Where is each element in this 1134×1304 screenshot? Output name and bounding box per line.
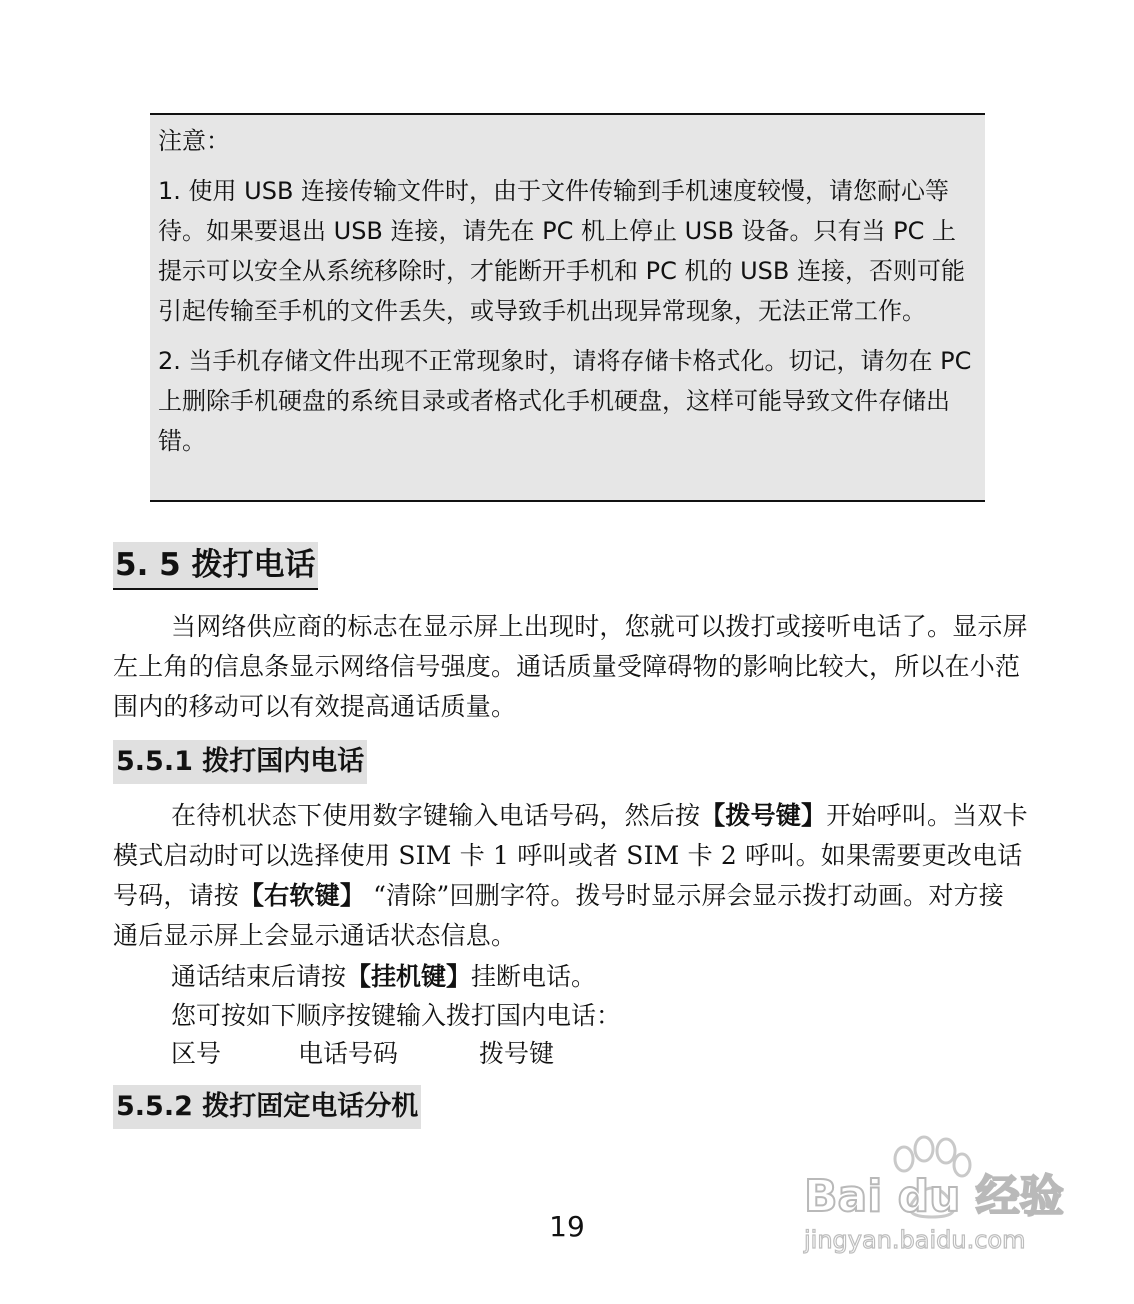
right-soft-key-label: 【右软键】	[239, 881, 366, 910]
watermark-url: jingyan.baidu.com	[804, 1226, 1026, 1254]
text-span: “清除”回删字符。拨号时显示屏会显示拨打动画。对方接通后显示屏上会显示通话状态信息。	[113, 881, 1004, 950]
text-span: 开始呼叫。当双卡模式启动时可以选择使用 SIM 卡 1 呼叫或者 SIM 卡 2 呼叫。如果需要更改电话号码，请按	[113, 801, 1028, 910]
text-span: 在待机状态下使用数字键输入电话号码，然后按	[171, 801, 701, 830]
page-number: 19	[549, 1210, 585, 1243]
section-heading-5-5-2: 5.5.2 拨打固定电话分机	[113, 1085, 421, 1129]
note-title: 注意：	[158, 127, 230, 155]
section-heading-5-5: 5. 5 拨打电话	[113, 542, 318, 590]
dial-key-label: 【拨号键】	[700, 801, 827, 830]
text-span: 挂断电话。	[471, 962, 597, 991]
note-item-2: 2. 当手机存储文件出现不正常现象时，请将存储卡格式化。切记，请勿在 PC 上删除手机硬盘的系统目录或者格式化手机硬盘，这样可能导致文件存储出错。	[158, 347, 972, 455]
sequence-dial-key: 拨号键	[479, 1039, 555, 1068]
section-heading-5-5-1: 5.5.1 拨打国内电话	[113, 740, 367, 784]
baidu-jingyan-watermark	[800, 1135, 1070, 1260]
watermark-brand: Bai du 经验	[804, 1171, 1064, 1222]
section-5-5-paragraph: 当网络供应商的标志在显示屏上出现时，您就可以拨打或接听电话了。显示屏左上角的信息条显示网络信号强度。通话质量受障碍物的影响比较大，所以在小范围内的移动可以有效提高通话质量。	[113, 612, 1028, 721]
sequence-phone-number: 电话号码	[298, 1039, 399, 1068]
end-key-label: 【挂机键】	[346, 962, 472, 991]
note-item-1: 1. 使用 USB 连接传输文件时，由于文件传输到手机速度较慢，请您耐心等待。如果要退出 USB 连接，请先在 PC 机上停止 USB 设备。只有当 PC 上提示可以安全从系统移除时，才能断开手机和 PC 机的 USB 连接，否则可能引起传输至手机的文件丢失，或导致手机出现异常现象，无法正常工作。	[158, 177, 966, 325]
text-span: 通话结束后请按	[171, 962, 347, 991]
dial-sequence-intro: 您可按如下顺序按键输入拨打国内电话：	[171, 1001, 622, 1030]
section-5-5-1-paragraph	[113, 796, 1028, 956]
note-box	[150, 113, 985, 502]
sequence-area-code: 区号	[171, 1039, 222, 1068]
end-call-line	[171, 957, 596, 997]
